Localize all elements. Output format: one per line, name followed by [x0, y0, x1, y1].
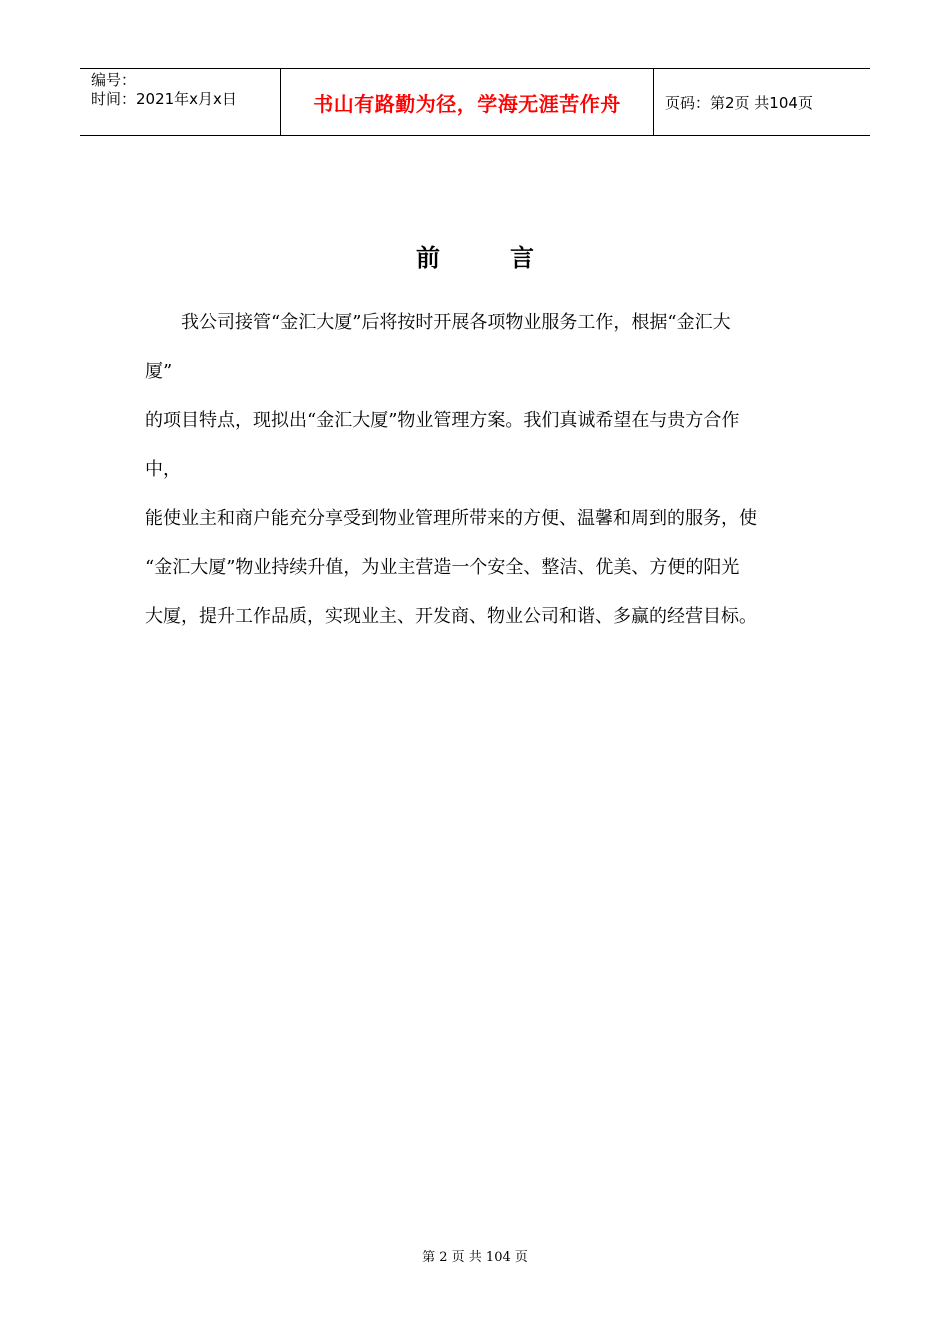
- paragraph-line: 我公司接管“金汇大厦”后将按时开展各项物业服务工作，根据“金汇大: [181, 312, 731, 333]
- paragraph-line: 厦”: [145, 361, 173, 382]
- paragraph-line: 大厦，提升工作品质，实现业主、开发商、物业公司和谐、多赢的经营目标。: [145, 606, 757, 627]
- header-motto-cell: [281, 69, 654, 135]
- preface-body: [145, 298, 810, 641]
- number-label: 编号：: [91, 71, 137, 89]
- page-title: 前言: [416, 243, 604, 272]
- header-meta-cell: [80, 69, 281, 135]
- page-info: 页码：第2页 共104页: [665, 93, 813, 112]
- page-footer: 第 2 页 共 104 页: [422, 1250, 528, 1265]
- paragraph-line: “金汇大厦”物业持续升值，为业主营造一个安全、整洁、优美、方便的阳光: [145, 557, 740, 578]
- paragraph-line: 中，: [145, 459, 181, 480]
- paragraph-line: 能使业主和商户能充分享受到物业管理所带来的方便、温馨和周到的服务，使: [145, 508, 757, 529]
- header-page-cell: [654, 69, 870, 135]
- time-label: 时间：2021年x月x日: [91, 90, 237, 108]
- paragraph-line: 的项目特点，现拟出“金汇大厦”物业管理方案。我们真诚希望在与贵方合作: [145, 410, 740, 431]
- motto-text: 书山有路勤为径，学海无涯苦作舟: [313, 91, 621, 116]
- document-header: [80, 68, 870, 136]
